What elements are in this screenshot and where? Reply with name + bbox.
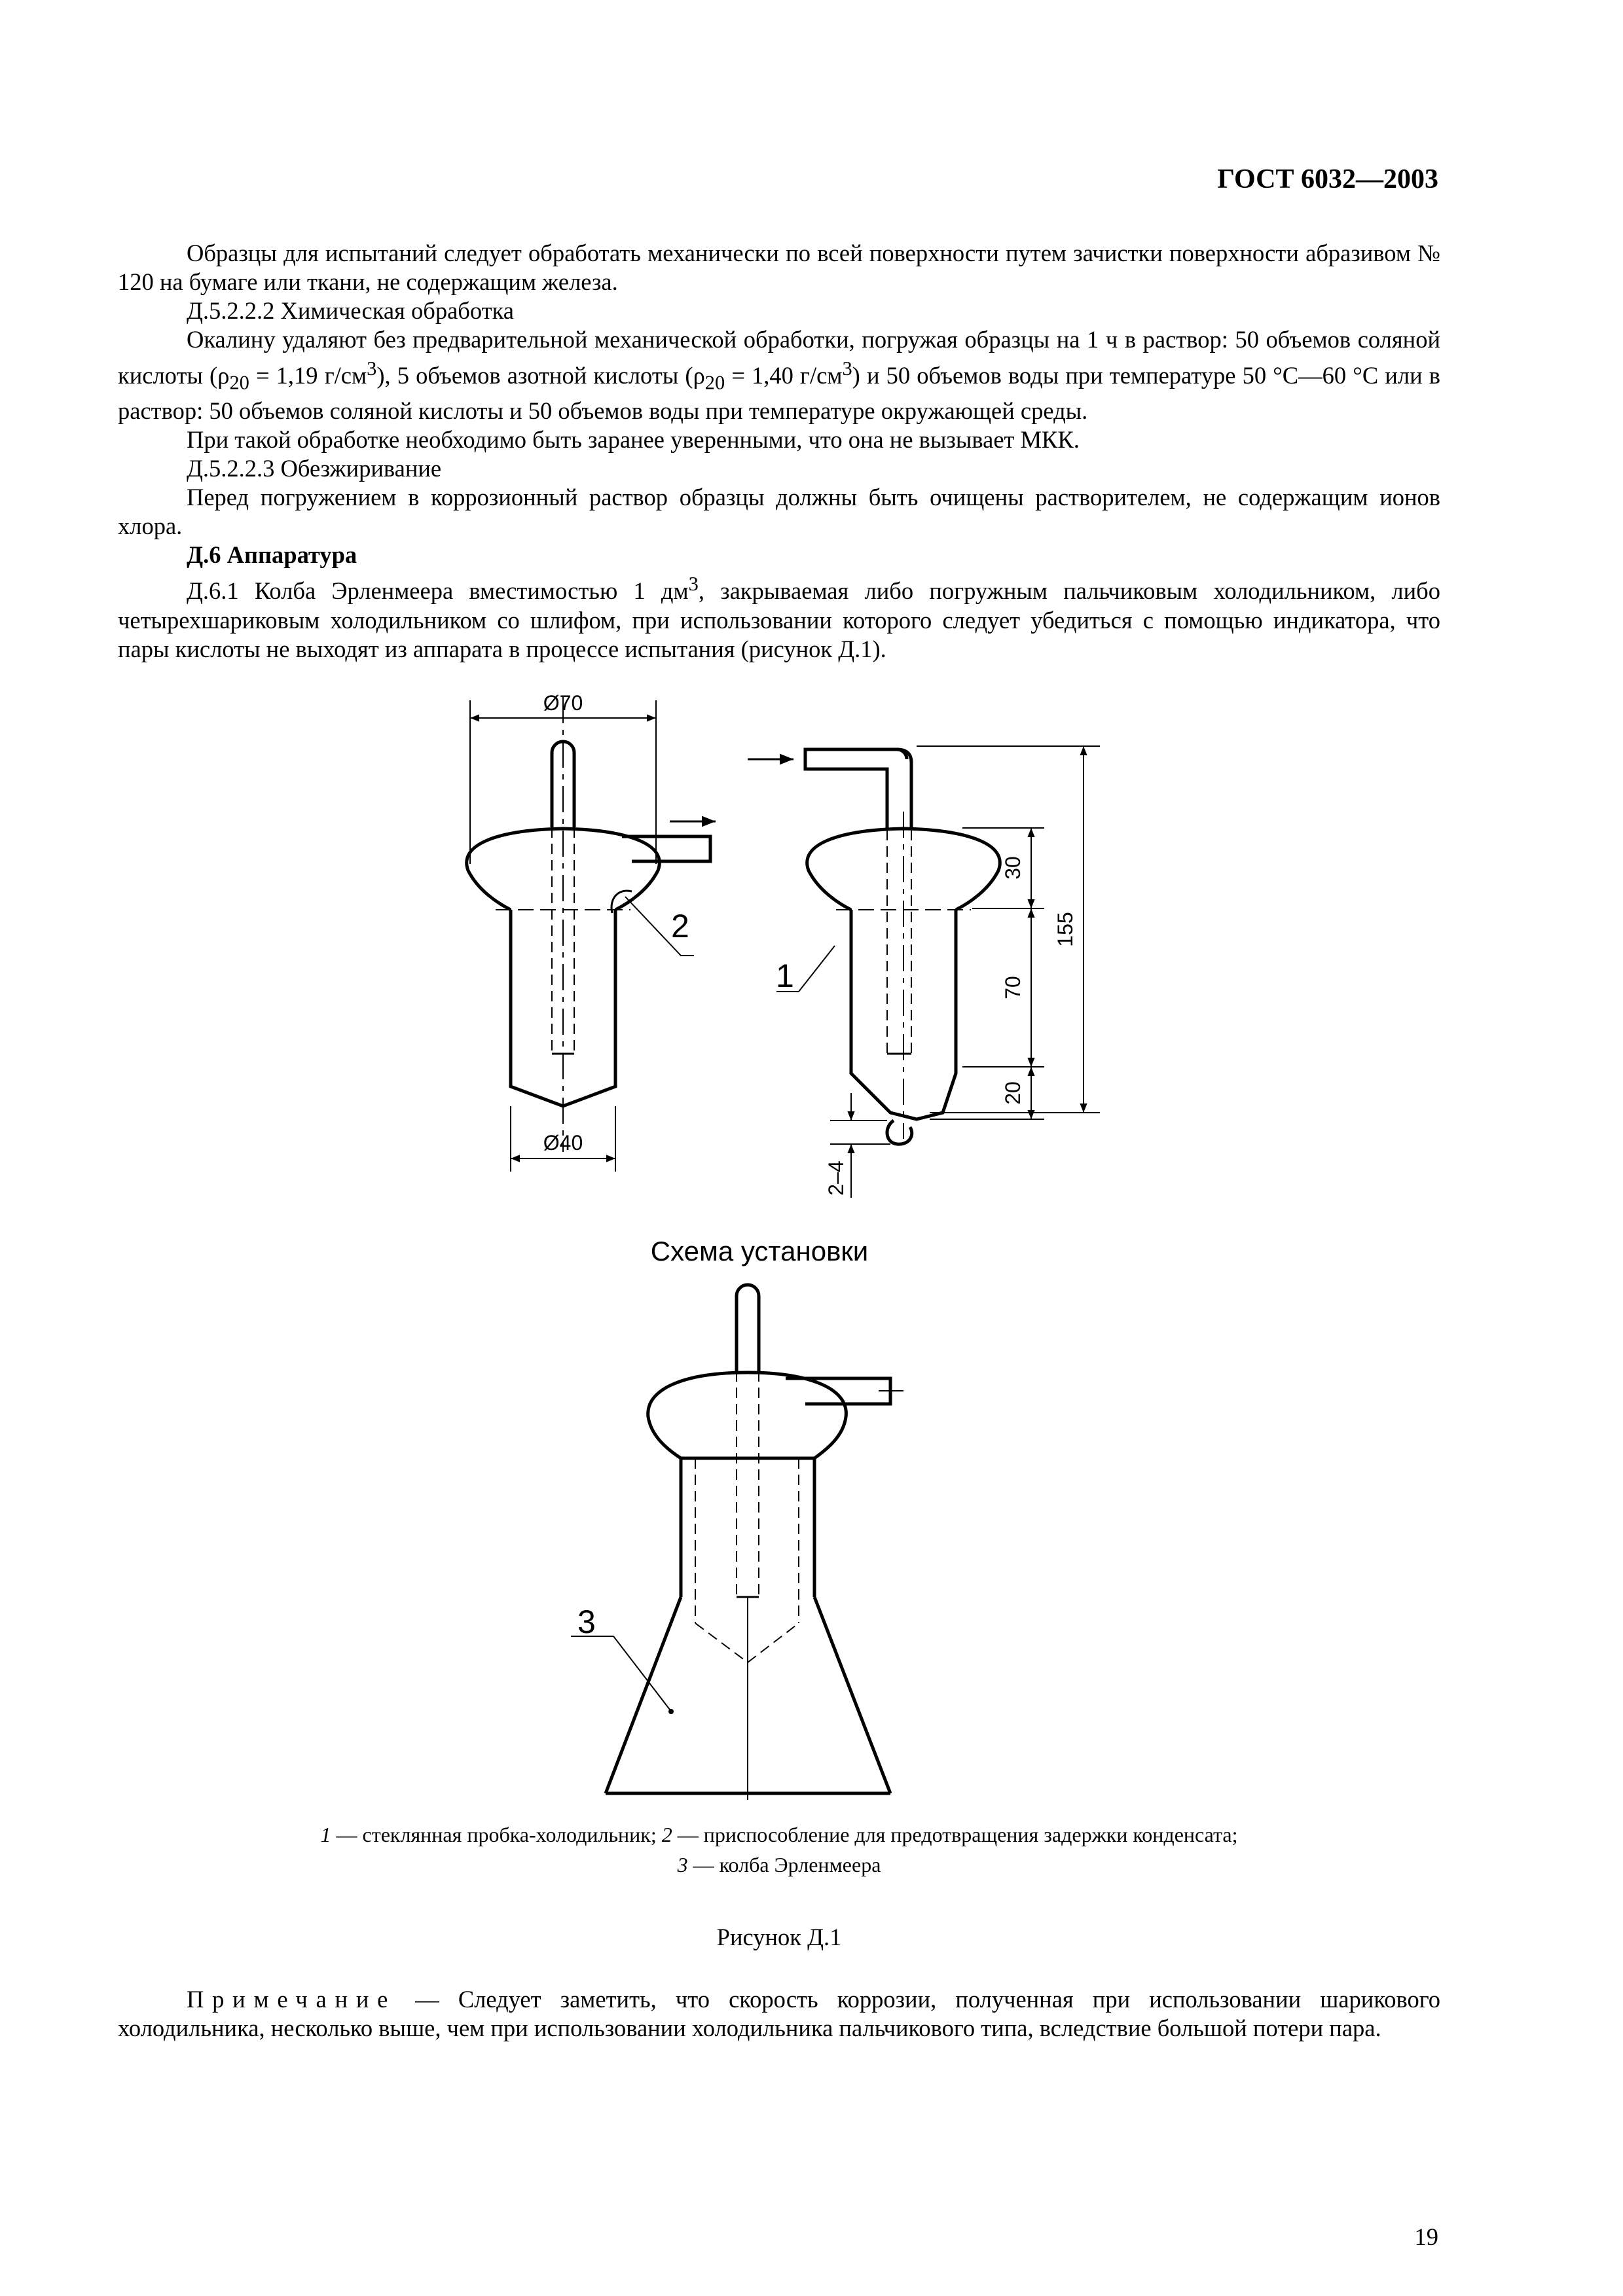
note: [118, 1985, 1440, 2043]
note-label: Примечание: [187, 1986, 397, 2013]
note-text: — Следует заметить, что скорость коррозии, полученная при использовании шарикового холодильника, несколько выше, чем при использовании холодильника пальчикового типа, вследствие большой потери пара.: [118, 1986, 1440, 2041]
page-number: 19: [1414, 2223, 1438, 2250]
paragraph: Окалину удаляют без предварительной механической обработки, погружая образцы на 1 ч в раствор: 50 объемов соляной кислоты ($\rho_{20} = 1,19$ $г/см^3$), 5 объемов азотной кислоты ($\rho_{20} = 1,40$ $г/см^3$) и 50 объемов воды при температуре 50 °С—60 °С или в раствор: 50 объемов соляной кислоты и 50 объемов воды при температуре окружающей среды.: [118, 326, 1440, 425]
paragraph: Перед погружением в коррозионный раствор образцы должны быть очищены растворителем, не содержащим ионов хлора.: [118, 484, 1440, 540]
dim-155-label: 155: [1053, 912, 1077, 947]
paragraph: Образцы для испытаний следует обработать механически по всей поверхности путем зачистки поверхности абразивом № 120 на бумаге или ткани, не содержащим железа.: [118, 240, 1440, 295]
document-header: ГОСТ 6032—2003: [1217, 164, 1438, 194]
callout-1: 1: [776, 958, 794, 994]
subsection-heading: Д.5.2.2.2 Химическая обработка: [187, 297, 514, 324]
dim-70-label: 70: [1001, 976, 1025, 999]
figure-legend: 1 — стеклянная пробка-холодильник; 2 — приспособление для предотвращения задержки конденсата; 3 — колба Эрленмеера: [320, 1823, 1238, 1876]
section-heading: Д.6 Аппаратура: [187, 541, 357, 569]
callout-2: 2: [671, 908, 689, 944]
paragraph: При такой обработке необходимо быть заранее уверенными, что она не вызывает МКК.: [187, 426, 1080, 454]
callout-3: 3: [577, 1604, 596, 1640]
dim-30-label: 30: [1001, 856, 1025, 880]
dim-top-label: Ø70: [543, 691, 583, 715]
schema-title: Схема установки: [650, 1236, 869, 1266]
installation-scheme: [571, 1285, 903, 1800]
dim-20-label: 20: [1001, 1081, 1025, 1105]
stopper-right-drawing: [748, 746, 1100, 1198]
figure-caption: Рисунок Д.1: [716, 1924, 842, 1950]
subsection-heading: Д.5.2.2.3 Обезжиривание: [187, 455, 442, 482]
dim-gap-label: 2–4: [824, 1160, 848, 1196]
paragraph: Д.6.1 Колба Эрленмеера вместимостью 1 $дм^3$, закрываемая либо погружным пальчиковым холодильником, либо четырехшариковым холодильником со шлифом, при использовании которого следует убедиться с помощью индикатора, что пары кислоты не выходят из аппарата в процессе испытания (рисунок Д.1).: [118, 573, 1440, 662]
dim-bottom-label: Ø40: [543, 1131, 583, 1155]
